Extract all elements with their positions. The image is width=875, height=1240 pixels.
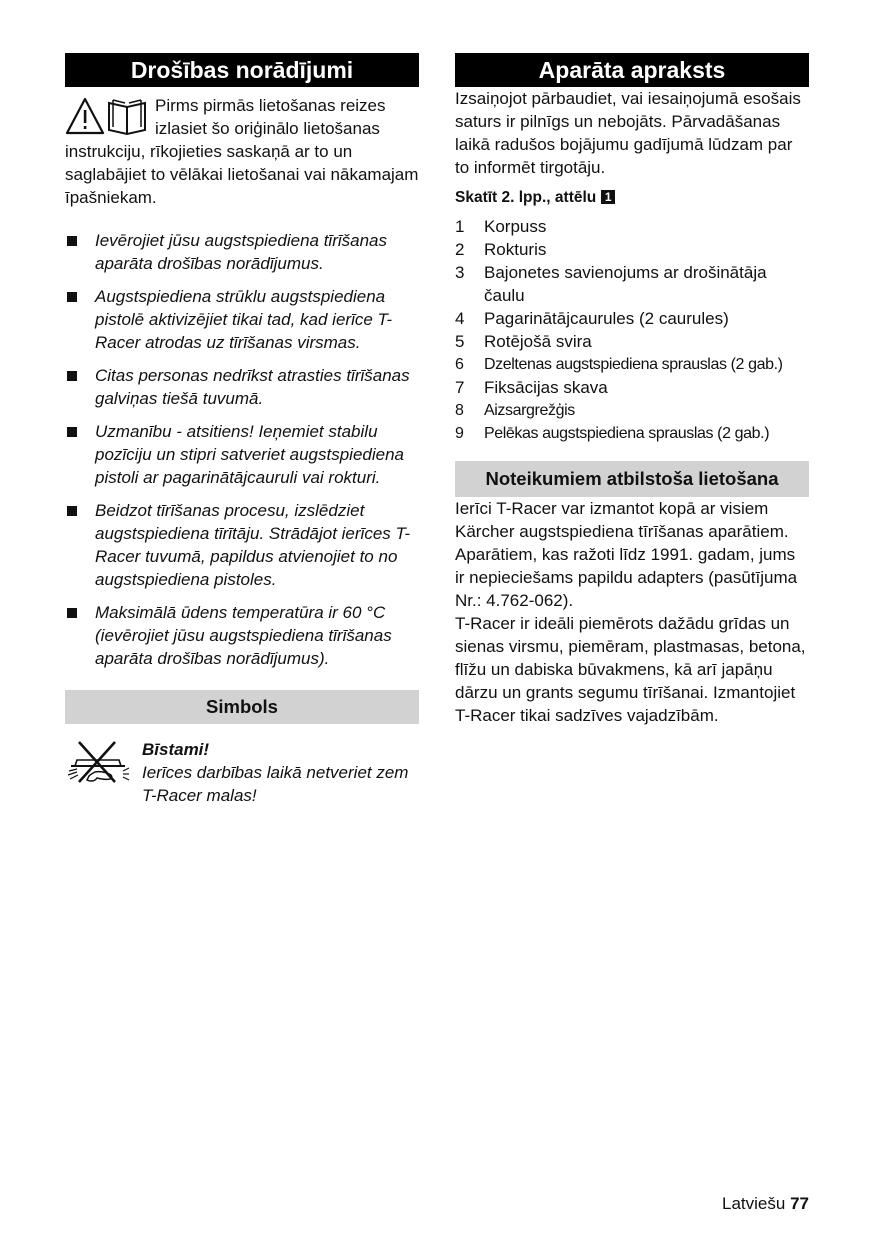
page-number: 77	[790, 1194, 809, 1213]
figure-number-badge: 1	[601, 190, 615, 204]
list-item: 8 Aizsargrežģis	[455, 402, 575, 419]
bullet-square-icon	[67, 506, 77, 516]
list-item: Maksimālā ūdens temperatūra ir 60 °C (ievērojiet jūsu augstspiediena tīrīšanas aparāta drošības norādījumus).	[65, 601, 419, 670]
safety-intro	[65, 94, 419, 209]
symbols-heading: Simbols	[65, 690, 419, 724]
page-footer	[722, 1192, 809, 1215]
bullet-square-icon	[67, 371, 77, 381]
bullet-square-icon	[67, 608, 77, 618]
footer-language: Latviešu	[722, 1194, 786, 1213]
list-item: Uzmanību - atsitiens! Ieņemiet stabilu pozīciju un stipri satveriet augstspiediena pistoli ar pagarinātājcauruli vai rokturi.	[65, 420, 419, 489]
left-column	[65, 53, 419, 808]
hand-under-edge-danger-icon	[65, 738, 131, 790]
danger-title: Bīstami!	[142, 740, 210, 759]
list-item: Beidzot tīrīšanas procesu, izslēdziet augstspiediena tīrītāju. Strādājot ierīces T-Racer tuvumā, papildus atvienojiet to no augstspiediena pistoles.	[65, 499, 419, 591]
list-item: 6 Dzeltenas augstspiediena sprauslas (2 gab.)	[455, 356, 783, 373]
danger-description: Ierīces darbības laikā netveriet zem T-Racer malas!	[142, 763, 409, 805]
right-column	[455, 53, 809, 727]
intended-use-paragraph-2: T-Racer ir ideāli piemērots dažādu grīdas un sienas virsmu, piemēram, plastmasas, betona, flīžu un dabiska būvakmens, kā arī japāņu dārzu un grants segumu tīrīšanai. Izmantojiet T-Racer tikai sadzīves vajadzībām.	[455, 614, 806, 725]
list-item: Citas personas nedrīkst atrasties tīrīšanas galviņas tiešā tuvumā.	[65, 364, 419, 410]
parts-list	[455, 215, 809, 445]
list-item: 2 Rokturis	[455, 240, 547, 259]
device-description-heading: Aparāta apraksts	[455, 53, 809, 87]
safety-heading: Drošības norādījumi	[65, 53, 419, 87]
list-item: 9 Pelēkas augstspiediena sprauslas (2 gab.)	[455, 425, 770, 442]
list-item: 3 Bajonetes savienojums ar drošinātāja čaulu	[455, 263, 767, 305]
list-item: Ievērojiet jūsu augstspiediena tīrīšanas aparāta drošības norādījumus.	[65, 229, 419, 275]
list-item: Augstspiediena strūklu augstspiediena pistolē aktivizējiet tikai tad, kad ierīce T-Racer atrodas uz tīrīšanas virsmas.	[65, 285, 419, 354]
safety-list	[65, 229, 419, 670]
safety-intro-text: Pirms pirmās lietošanas reizes izlasiet šo oriģinālo lietošanas instrukciju, rīkojieties saskaņā ar to un saglabājiet to vēlākai lietošanai vai nākamajam īpašniekam.	[65, 96, 419, 207]
intended-use-paragraph-1: Ierīci T-Racer var izmantot kopā ar visiem Kärcher augstspiediena tīrīšanas aparātiem. Aparātiem, kas ražoti līdz 1991. gadam, jums ir nepieciešams papildu adapters (pasūtījuma Nr.: 4.762-062).	[455, 499, 798, 610]
bullet-square-icon	[67, 427, 77, 437]
bullet-square-icon	[67, 236, 77, 246]
intended-use-heading: Noteikumiem atbilstoša lietošana	[455, 461, 809, 497]
danger-symbol-text	[142, 738, 422, 807]
list-item: 5 Rotējošā svira	[455, 332, 592, 351]
list-item: 1 Korpuss	[455, 217, 547, 236]
danger-symbol-row	[65, 738, 419, 808]
list-item: 7 Fiksācijas skava	[455, 378, 608, 397]
figure-reference: Skatīt 2. lpp., attēlu 1	[455, 187, 809, 209]
list-item: 4 Pagarinātājcaurules (2 caurules)	[455, 309, 729, 328]
warning-read-manual-icon	[65, 96, 149, 138]
bullet-square-icon	[67, 292, 77, 302]
device-description-intro: Izsaiņojot pārbaudiet, vai iesaiņojumā esošais saturs ir pilnīgs un nebojāts. Pārvadāšanas laikā radušos bojājumu gadījumā lūdzam par to informēt tirgotāju.	[455, 89, 801, 177]
